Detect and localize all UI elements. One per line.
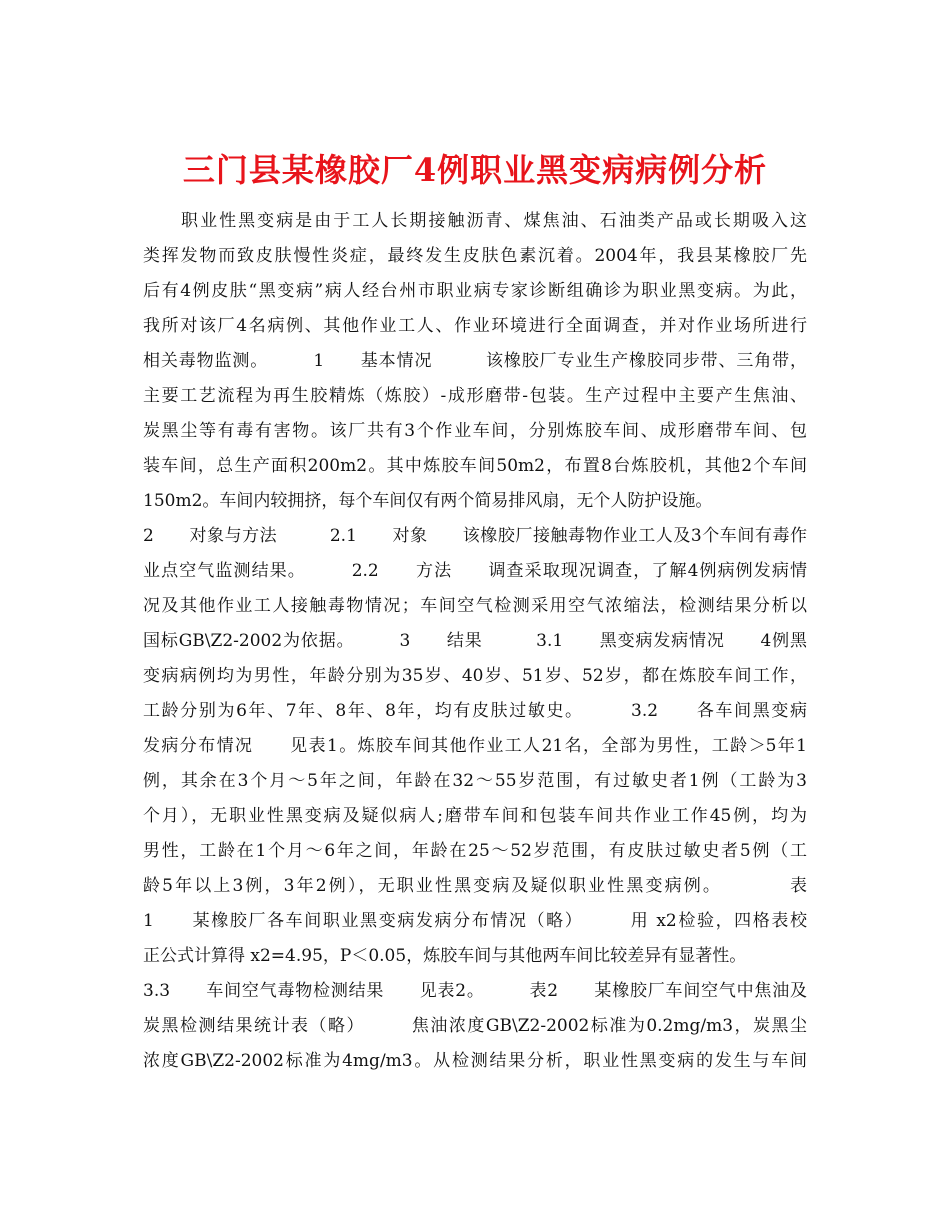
document-body bbox=[143, 204, 807, 1079]
body-line: 况及其他作业工人接触毒物情况；车间空气检测采用空气浓缩法，检测结果分析以 bbox=[143, 596, 807, 616]
body-line: 类挥发物而致皮肤慢性炎症，最终发生皮肤色素沉着。2004年，我县某橡胶厂先 bbox=[143, 246, 807, 266]
body-line: 3.3 车间空气毒物检测结果 见表2。 表2 某橡胶厂车间空气中焦油及 bbox=[143, 981, 807, 1001]
body-line: 例，其余在3个月～5年之间，年龄在32～55岁范围，有过敏史者1例（工龄为3 bbox=[143, 771, 807, 791]
body-line: 男性，工龄在1个月～6年之间，年龄在25～52岁范围，有皮肤过敏史者5例（工 bbox=[143, 841, 807, 861]
body-line: 2 对象与方法 2.1 对象 该橡胶厂接触毒物作业工人及3个车间有毒作 bbox=[143, 526, 807, 546]
body-line: 浓度GB\Z2-2002标准为4mg/m3。从检测结果分析，职业性黑变病的发生与车间 bbox=[143, 1051, 807, 1071]
body-line: 国标GB\Z2-2002为依据。 3 结果 3.1 黑变病发病情况 4例黑 bbox=[143, 631, 807, 651]
body-line: 职业性黑变病是由于工人长期接触沥青、煤焦油、石油类产品或长期吸入这 bbox=[143, 211, 807, 231]
body-line: 龄5年以上3例，3年2例），无职业性黑变病及疑似职业性黑变病例。 表 bbox=[143, 876, 807, 896]
body-line: 主要工艺流程为再生胶精炼（炼胶）-成形磨带-包装。生产过程中主要产生焦油、 bbox=[143, 386, 807, 406]
body-line: 1 某橡胶厂各车间职业黑变病发病分布情况（略） 用 x2检验，四格表校 bbox=[143, 911, 807, 931]
body-line: 后有4例皮肤“黑变病”病人经台州市职业病专家诊断组确诊为职业黑变病。为此， bbox=[143, 281, 807, 301]
body-line: 个月），无职业性黑变病及疑似病人;磨带车间和包装车间共作业工作45例，均为 bbox=[143, 806, 807, 826]
body-line: 炭黑尘等有毒有害物。该厂共有3个作业车间，分别炼胶车间、成形磨带车间、包 bbox=[143, 421, 807, 441]
body-line: 变病病例均为男性，年龄分别为35岁、40岁、51岁、52岁，都在炼胶车间工作， bbox=[143, 666, 807, 686]
body-line: 装车间，总生产面积200m2。其中炼胶车间50m2，布置8台炼胶机，其他2个车间 bbox=[143, 456, 807, 476]
body-line: 发病分布情况 见表1。炼胶车间其他作业工人21名，全部为男性，工龄＞5年1 bbox=[143, 736, 807, 756]
body-line: 炭黑检测结果统计表（略） 焦油浓度GB\Z2-2002标准为0.2mg/m3，炭黑尘 bbox=[143, 1016, 807, 1036]
body-line: 我所对该厂4名病例、其他作业工人、作业环境进行全面调查，并对作业场所进行 bbox=[143, 316, 807, 336]
body-line: 工龄分别为6年、7年、8年、8年，均有皮肤过敏史。 3.2 各车间黑变病 bbox=[143, 701, 807, 721]
document-title: 三门县某橡胶厂4例职业黑变病病例分析 bbox=[182, 151, 768, 190]
body-line: 相关毒物监测。 1 基本情况 该橡胶厂专业生产橡胶同步带、三角带， bbox=[143, 351, 807, 371]
body-line: 业点空气监测结果。 2.2 方法 调查采取现况调查，了解4例病例发病情 bbox=[143, 561, 807, 581]
body-line: 150m2。车间内较拥挤，每个车间仅有两个简易排风扇，无个人防护设施。 bbox=[143, 491, 713, 511]
body-line: 正公式计算得 x2=4.95，P＜0.05，炼胶车间与其他两车间比较差异有显著性。 bbox=[143, 946, 747, 966]
